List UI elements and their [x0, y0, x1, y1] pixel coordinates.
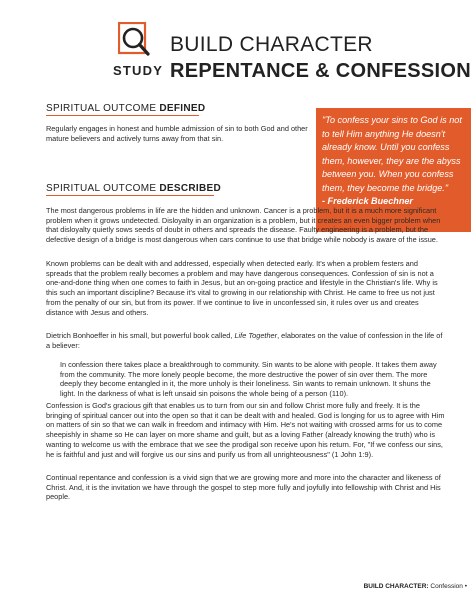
bonhoeffer-quote: In confession there takes place a breakthrough to community. Sin wants to be alone with people. It takes them away from the community. The more lonely people become, the more destructive the power of sin over them. The more deeply they become entangled in it, the more unholy is their loneliness. Sin wants to remain unknown. It shuns the light. In the darkness of what is left unsaid sin poisons the whole being of a person (110).	[60, 360, 437, 399]
paragraph-4: Confession is God's gracious gift that enables us to turn from our sin and follow Christ more fully and freely. It is the bringing of spiritual cancer out into the open so that it can be dealt with and healed. God is longing for us to agree with Him on matters of sin so that we can walk in freedom and intimacy with Him. He's not waiting with crossed arms for us to come sheepishly in shame so He can layer on more shame and guilt, but as a loving Father (already knowing the truth) who is wanting to welcome us with the embrace that we see the prodigal son receive upon his return. For, "If we confess our sins, he is faithful and just and will forgive us our sins and purify us from all unrighteousness" (1 John 1:9).	[46, 401, 445, 459]
pull-quote-text: "To confess your sins to God is not to tell Him anything He doesn't already know. Until you confess them, however, they are the abyss between you. When you confess them, they become the bridge."	[322, 115, 462, 193]
page-header	[0, 0, 475, 90]
study-label: STUDY	[113, 63, 164, 78]
defined-text: Regularly engages in honest and humble admission of sin to both God and other mature believers and actively turns away from that sin.	[46, 124, 308, 143]
paragraph-3: Dietrich Bonhoeffer in his small, but powerful book called, Life Together, elaborates on the value of confession in the life of a believer:	[46, 331, 443, 350]
page-footer: BUILD CHARACTER: Confession •	[363, 583, 467, 590]
page-title-line2: REPENTANCE & CONFESSION	[170, 60, 472, 82]
paragraph-2: Known problems can be dealt with and addressed, especially when detected early. It's when a problem festers and spreads that the problem really becomes a problem and may have dangerous consequences. Confession of sin is not a one-and-done thing when one comes to faith in Jesus, but an on-going practice and lifestyle in the Christian's life. Why is this such an important discipline? Because it's vital to growing in our relationship with Christ. He came to free us not just from the penalty of our sin, but from its power. If we continue to live in unconfessed sin, it rules over us and creates distance with Jesus and others.	[46, 259, 438, 317]
page-title-line1: BUILD CHARACTER	[170, 33, 373, 56]
section-rule-described	[46, 195, 214, 196]
pull-quote-attribution: - Frederick Buechner	[322, 196, 413, 206]
section-heading-described: SPIRITUAL OUTCOME DESCRIBED	[46, 183, 221, 194]
book-title: Life Together	[234, 331, 278, 340]
magnifier-square-icon	[118, 22, 150, 60]
section-rule-defined	[46, 115, 199, 116]
paragraph-1: The most dangerous problems in life are the hidden and unknown. Cancer is a problem, but it is a much more significant problem when it grows undetected. Disloyalty in an organization is a problem, but it creates an even bigger problem when that disloyalty quietly sows seeds of doubt in others and spreads the disease. Faulty engineering is a problem, but the defective design of a bridge is most dangerous when cars continue to use that bridge while nobody is aware of the issue.	[46, 206, 441, 245]
section-heading-defined: SPIRITUAL OUTCOME DEFINED	[46, 103, 206, 114]
paragraph-5: Continual repentance and confession is a vivid sign that we are growing more and more into the character and likeness of Christ. And, it is the invitation we have through the gospel to step more fully and joyfully into fellowship with Christ and His people.	[46, 473, 441, 502]
